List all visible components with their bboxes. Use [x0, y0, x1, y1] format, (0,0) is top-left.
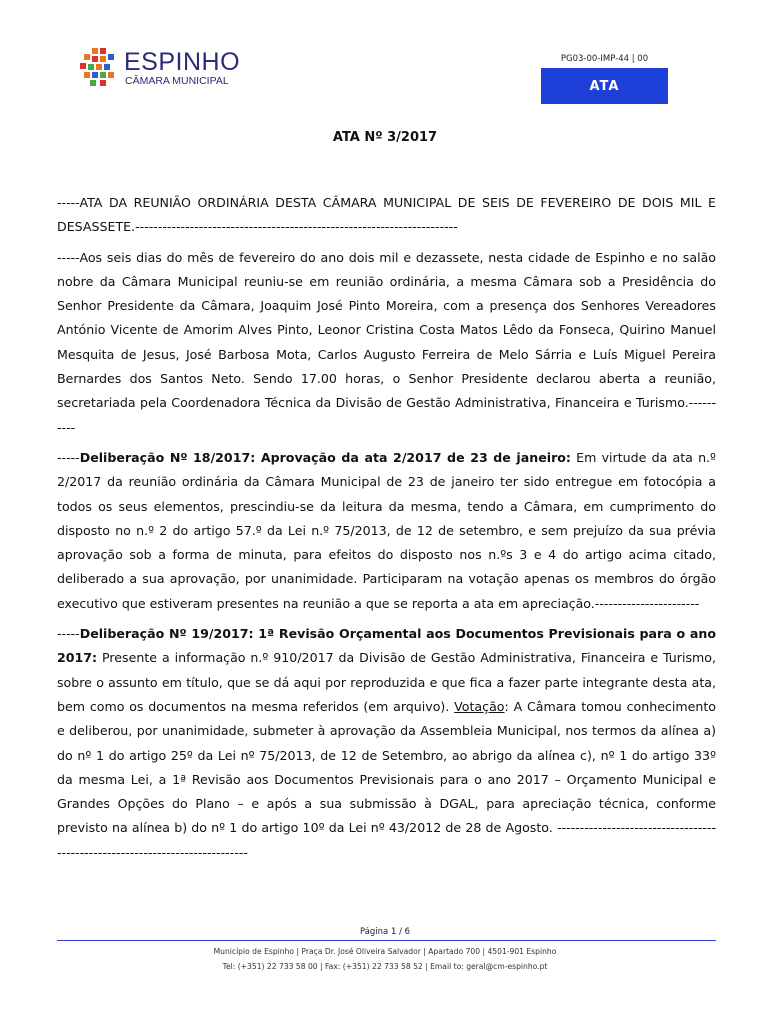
paragraph-deliberation-19 [57, 622, 716, 865]
municipality-logo [78, 46, 241, 92]
paragraph-deliberation-18 [57, 446, 716, 616]
espinho-logo-icon [78, 46, 120, 88]
paragraph-attendance: -----Aos seis dias do mês de fevereiro do ano dois mil e dezassete, nesta cidade de Espinho e no salão nobre da Câmara Municipal reuniu-se em reunião ordinária, a mesma Câmara sob a Presidência do Senhor Presidente da Câmara, Joaquim José Pinto Moreira, com a presença dos Senhores Vereadores António Vicente de Amorim Alves Pinto, Leonor Cristina Costa Matos Lêdo da Fonseca, Quirino Manuel Mesquita de Jesus, José Barbosa Mota, Carlos Augusto Ferreira de Melo Sárria e Luís Miguel Pereira Bernardes dos Santos Neto. Sendo 17.00 horas, o Senhor Presidente declarou aberta a reunião, secretariada pela Coordenadora Técnica da Divisão de Gestão Administrativa, Financeira e Turismo.---------- [57, 249, 716, 435]
document-code: PG03-00-IMP-44 | 00 [560, 54, 649, 64]
document-type-badge [541, 68, 668, 104]
footer-divider [57, 940, 716, 941]
deliberation-18-text: Em virtude da ata n.º 2/2017 da reunião ordinária da Câmara Municipal de 23 de janeiro ter sido entregue em fotocópia a todos os seus elementos, prescindiu-se da leitura da mesma, tendo a Câmara, em cumprimento do disposto no n.º 2 do artigo 57.º da Lei n.º 75/2013, de 12 de setembro, e sem prejuízo da sua prévia aprovação sob a forma de minuta, para efeitos do disposto nos n.ºs 3 e 4 do artigo acima citado, deliberado a sua aprovação, por unanimidade. Participaram na votação apenas os membros do órgão executivo que estiveram presentes na reunião a que se reporta a ata em apreciação.----------------------- [57, 449, 716, 611]
footer-address: Município de Espinho | Praça Dr. José Oliveira Salvador | Apartado 700 | 4501-901 Espinho [213, 947, 557, 956]
logo-subtitle: CÂMARA MUNICIPAL [125, 75, 229, 87]
deliberation-19-heading: Deliberação Nº 19/2017: 1ª Revisão Orçamental aos Documentos Previsionais para o ano 2017: [57, 626, 716, 666]
votacao-label: Votação [454, 698, 505, 714]
deliberation-19-vote-text: : A Câmara tomou conhecimento e deliberou, por unanimidade, submeter à aprovação da Assembleia Municipal, nos termos da alínea a) do nº 1 do artigo 25º da Lei nº 75/2013, de 12 de Setembro, ao abrigo da alínea c), nº 1 do artigo 33º da mesma Lei, a 1ª Revisão aos Documentos Previsionais para o ano 2017 – Orçamento Municipal e Grandes Opções do Plano – e após a sua submissão à DGAL, para apreciação técnica, conforme previsto na alínea b) do nº 1 do artigo 10º da Lei nº 43/2012 de 28 de Agosto. ----------------------------------------------------------------------------- [57, 698, 717, 860]
document-body [57, 191, 716, 865]
footer-contacts: Tel: (+351) 22 733 58 00 | Fax: (+351) 22 733 58 52 | Email to: geral@cm-espinho.pt [222, 962, 548, 971]
deliberation-19-text: Presente a informação n.º 910/2017 da Divisão de Gestão Administrativa, Financeira e Turismo, sobre o assunto em título, que se dá aqui por reproduzida e que fica a fazer parte integrante desta ata, bem como os documentos na mesma referidos (em arquivo). [57, 650, 716, 714]
deliberation-18-heading: Deliberação Nº 18/2017: Aprovação da ata 2/2017 de 23 de janeiro: [79, 449, 571, 465]
paragraph-opening: -----ATA DA REUNIÃO ORDINÁRIA DESTA CÂMARA MUNICIPAL DE SEIS DE FEVEREIRO DE DOIS MIL E DESASSETE.----------------------------------------------------------------------- [57, 195, 716, 235]
logo-name: ESPINHO [124, 48, 241, 76]
page-number: Página 1 / 6 [359, 927, 411, 937]
dash-lead: ----- [57, 449, 80, 465]
page-title: ATA Nº 3/2017 [332, 130, 438, 145]
dash-lead: ----- [57, 626, 80, 642]
document-type-label: ATA [589, 78, 620, 94]
